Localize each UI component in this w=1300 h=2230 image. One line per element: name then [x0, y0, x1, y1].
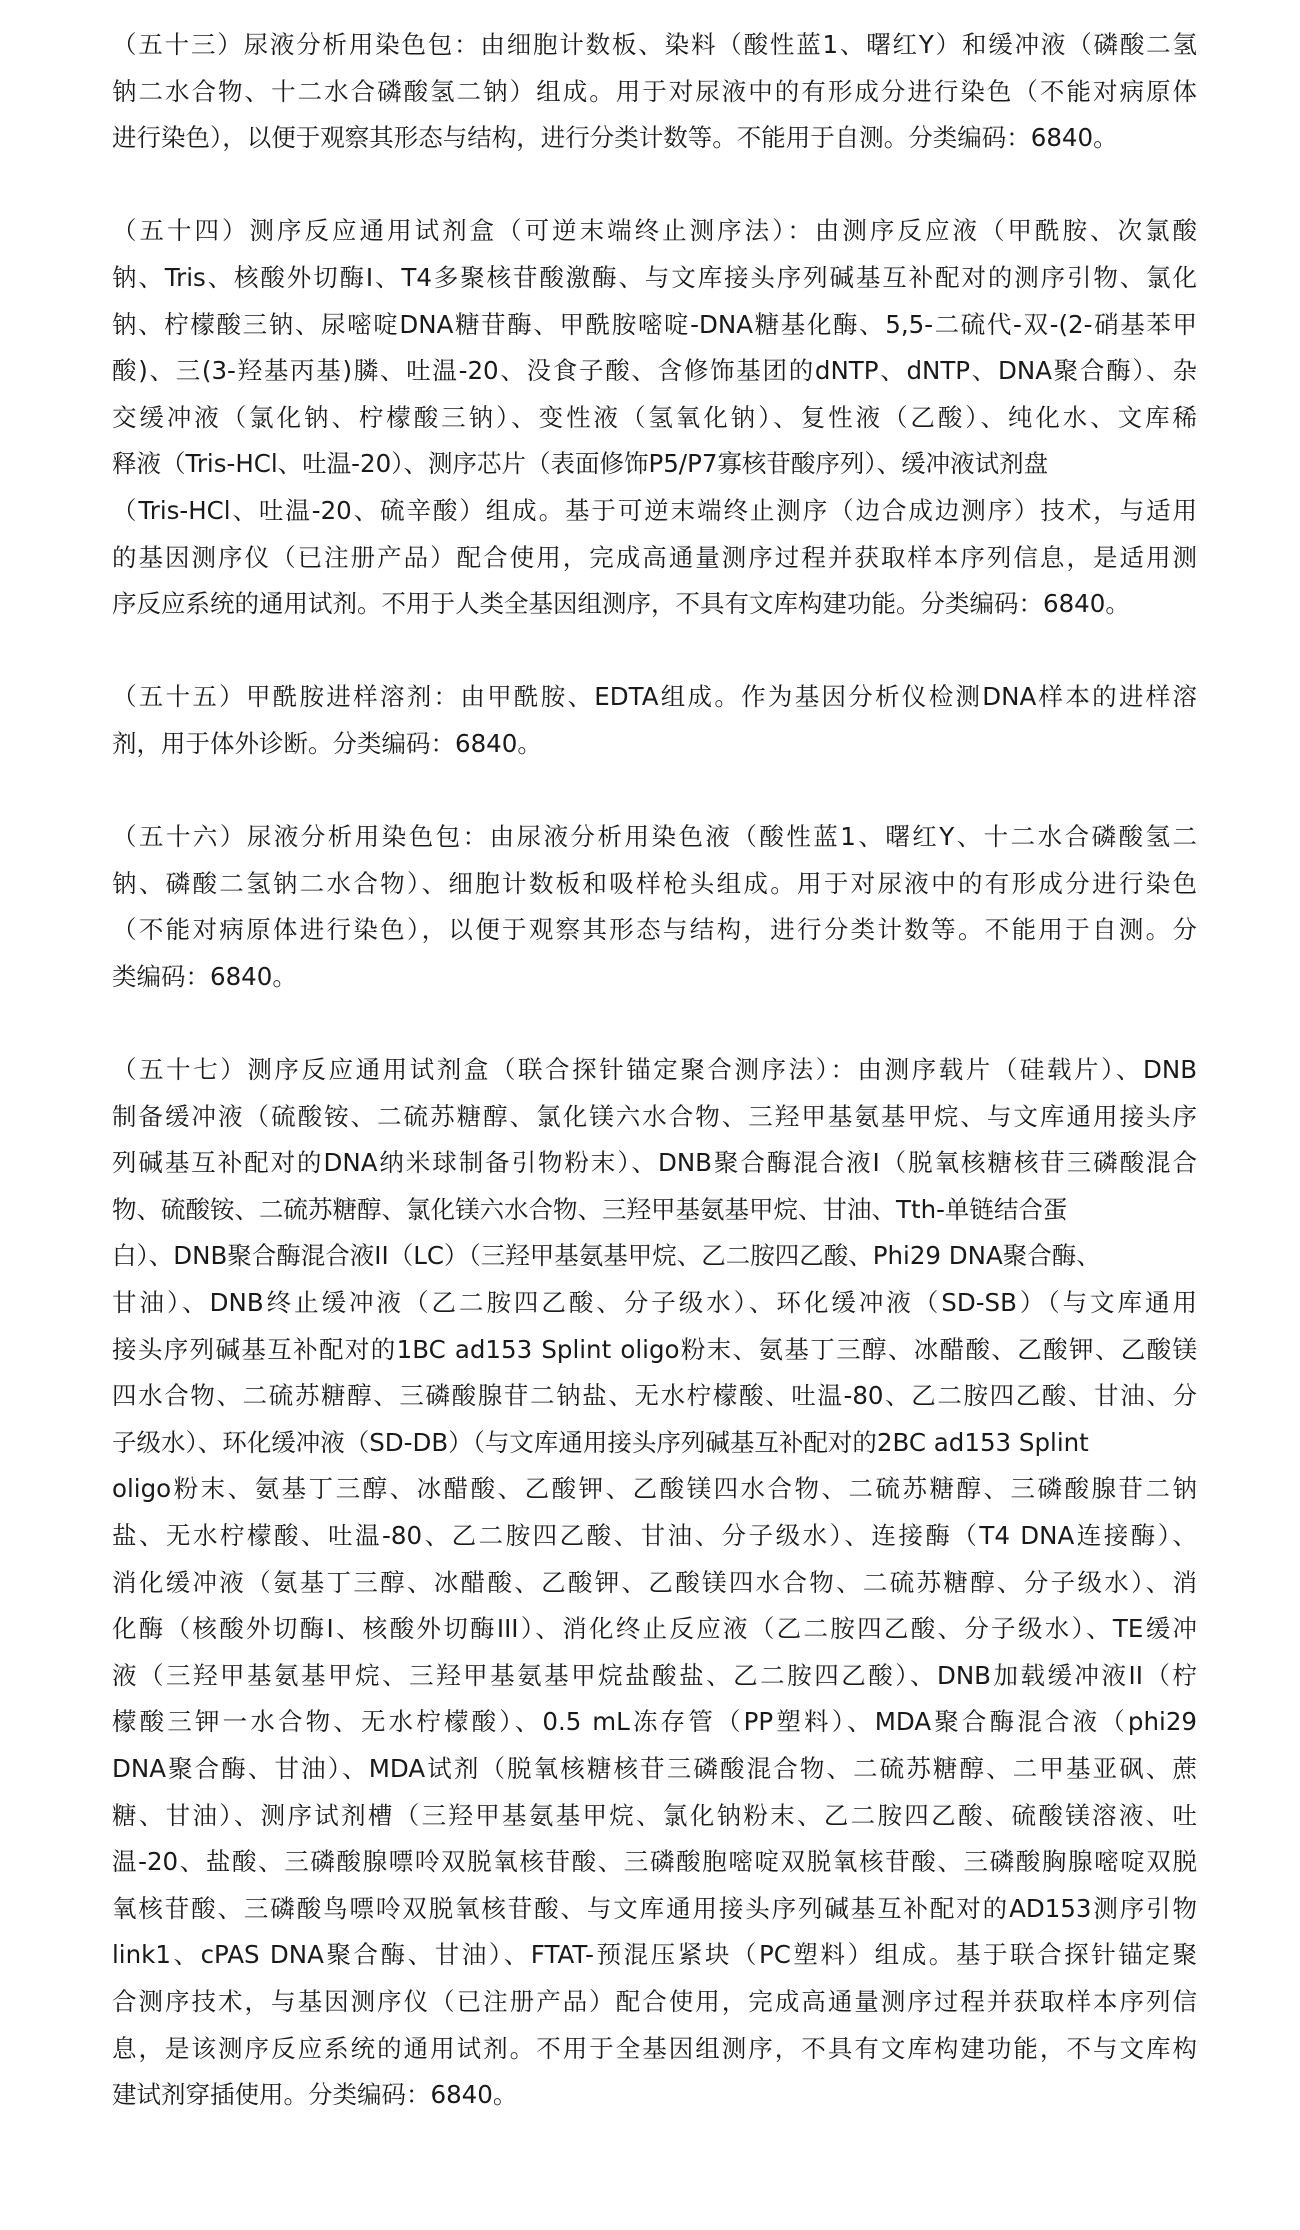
paragraph-56 [112, 814, 1197, 1000]
text-line: 檬酸三钾一水合物、无水柠檬酸）、0.5 mL冻存管（PP塑料）、MDA聚合酶混合液（phi29 [112, 1707, 1197, 1737]
text-line: 子级水）、环化缓冲液（SD-DB）（与文库通用接头序列碱基互补配对的2BC ad153 Splint [112, 1427, 1089, 1457]
text-line: 盐、无水柠檬酸、吐温-80、乙二胺四乙酸、甘油、分子级水）、连接酶（T4 DNA连接酶）、 [112, 1521, 1197, 1550]
text-line: 液（三羟甲基氨基甲烷、三羟甲基氨基甲烷盐酸盐、乙二胺四乙酸）、DNB加载缓冲液II（柠 [112, 1660, 1197, 1690]
text-line: 的基因测序仪（已注册产品）配合使用，完成高通量测序过程并获取样本序列信息，是适用测 [112, 542, 1197, 572]
text-line: 息，是该测序反应系统的通用试剂。不用于全基因组测序，不具有文库构建功能，不与文库构 [112, 2033, 1197, 2063]
text-line: （五十三）尿液分析用染色包：由细胞计数板、染料（酸性蓝1、曙红Y）和缓冲液（磷酸二氢 [112, 30, 1197, 59]
paragraph-57 [112, 1047, 1197, 2119]
paragraph-53 [112, 22, 1197, 162]
paragraph-54 [112, 208, 1197, 627]
text-line: （五十四）测序反应通用试剂盒（可逆末端终止测序法）：由测序反应液（甲酰胺、次氯酸 [112, 216, 1197, 246]
text-line: （不能对病原体进行染色），以便于观察其形态与结构，进行分类计数等。不能用于自测。分 [112, 915, 1197, 945]
text-line: 交缓冲液（氯化钠、柠檬酸三钠）、变性液（氢氧化钠）、复性液（乙酸）、纯化水、文库稀 [112, 402, 1197, 432]
text-line: 氧核苷酸、三磷酸鸟嘌呤双脱氧核苷酸、与文库通用接头序列碱基互补配对的AD153测序引物 [112, 1893, 1197, 1923]
text-line: （五十五）甲酰胺进样溶剂：由甲酰胺、EDTA组成。作为基因分析仪检测DNA样本的进样溶 [112, 682, 1197, 712]
text-line: 甘油）、DNB终止缓冲液（乙二胺四乙酸、分子级水）、环化缓冲液（SD-SB）（与文库通用 [112, 1288, 1197, 1318]
text-line: 列碱基互补配对的DNA纳米球制备引物粉末）、DNB聚合酶混合液I（脱氧核糖核苷三磷酸混合 [112, 1148, 1197, 1178]
text-line: 剂，用于体外诊断。分类编码：6840。 [112, 728, 542, 758]
text-line: 糖、甘油）、测序试剂槽（三羟甲基氨基甲烷、氯化钠粉末、乙二胺四乙酸、硫酸镁溶液、吐 [112, 1800, 1197, 1830]
text-line: oligo粉末、氨基丁三醇、冰醋酸、乙酸钾、乙酸镁四水合物、二硫苏糖醇、三磷酸腺苷二钠 [112, 1474, 1197, 1504]
paragraph-55 [112, 674, 1197, 767]
document-body [112, 22, 1197, 2165]
text-line: 建试剂穿插使用。分类编码：6840。 [112, 2080, 518, 2110]
text-line: 类编码：6840。 [112, 961, 297, 991]
text-line: 进行染色），以便于观察其形态与结构，进行分类计数等。不能用于自测。分类编码：6840。 [112, 123, 1118, 153]
text-line: 钠、柠檬酸三钠、尿嘧啶DNA糖苷酶、甲酰胺嘧啶-DNA糖基化酶、5,5-二硫代-双-(2-硝基苯甲 [112, 309, 1197, 339]
text-line: 合测序技术，与基因测序仪（已注册产品）配合使用，完成高通量测序过程并获取样本序列信 [112, 1986, 1197, 2016]
text-line: 物、硫酸铵、二硫苏糖醇、氯化镁六水合物、三羟甲基氨基甲烷、甘油、Tth-单链结合蛋 [112, 1194, 1068, 1224]
text-line: 化酶（核酸外切酶I、核酸外切酶III）、消化终止反应液（乙二胺四乙酸、分子级水）、TE缓冲 [112, 1614, 1197, 1644]
text-line: 酸)、三(3-羟基丙基)膦、吐温-20、没食子酸、含修饰基团的dNTP、dNTP、DNA聚合酶）、杂 [112, 356, 1197, 386]
text-line: 接头序列碱基互补配对的1BC ad153 Splint oligo粉末、氨基丁三醇、冰醋酸、乙酸钾、乙酸镁 [112, 1334, 1197, 1364]
text-line: 释液（Tris-HCl、吐温-20）、测序芯片（表面修饰P5/P7寡核苷酸序列）、缓冲液试剂盘 [112, 449, 1049, 479]
text-line: 白）、DNB聚合酶混合液II（LC）（三羟甲基氨基甲烷、乙二胺四乙酸、Phi29 DNA聚合酶、 [112, 1241, 1101, 1271]
text-line: DNA聚合酶、甘油）、MDA试剂（脱氧核糖核苷三磷酸混合物、二硫苏糖醇、二甲基亚砜、蔗 [112, 1753, 1197, 1783]
text-line: 钠二水合物、十二水合磷酸氢二钠）组成。用于对尿液中的有形成分进行染色（不能对病原体 [112, 76, 1197, 106]
text-line: 消化缓冲液（氨基丁三醇、冰醋酸、乙酸钾、乙酸镁四水合物、二硫苏糖醇、分子级水）、消 [112, 1567, 1197, 1597]
text-line: link1、cPAS DNA聚合酶、甘油）、FTAT-预混压紧块（PC塑料）组成。基于联合探针锚定聚 [112, 1940, 1197, 1970]
text-line: （Tris-HCl、吐温-20、硫辛酸）组成。基于可逆末端终止测序（边合成边测序）技术，与适用 [112, 495, 1197, 525]
text-line: 四水合物、二硫苏糖醇、三磷酸腺苷二钠盐、无水柠檬酸、吐温-80、乙二胺四乙酸、甘油、分 [112, 1381, 1197, 1411]
text-line: 温-20、盐酸、三磷酸腺嘌呤双脱氧核苷酸、三磷酸胞嘧啶双脱氧核苷酸、三磷酸胸腺嘧啶双脱 [112, 1847, 1197, 1877]
text-line: 序反应系统的通用试剂。不用于人类全基因组测序，不具有文库构建功能。分类编码：6840。 [112, 589, 1130, 619]
text-line: 钠、Tris、核酸外切酶I、T4多聚核苷酸激酶、与文库接头序列碱基互补配对的测序引物、氯化 [112, 262, 1197, 292]
text-line: 制备缓冲液（硫酸铵、二硫苏糖醇、氯化镁六水合物、三羟甲基氨基甲烷、与文库通用接头序 [112, 1101, 1197, 1131]
text-line: 钠、磷酸二氢钠二水合物）、细胞计数板和吸样枪头组成。用于对尿液中的有形成分进行染色 [112, 868, 1197, 898]
text-line: （五十六）尿液分析用染色包：由尿液分析用染色液（酸性蓝1、曙红Y、十二水合磷酸氢二 [112, 822, 1197, 852]
text-line: （五十七）测序反应通用试剂盒（联合探针锚定聚合测序法）：由测序载片（硅载片）、DNB [112, 1055, 1197, 1085]
